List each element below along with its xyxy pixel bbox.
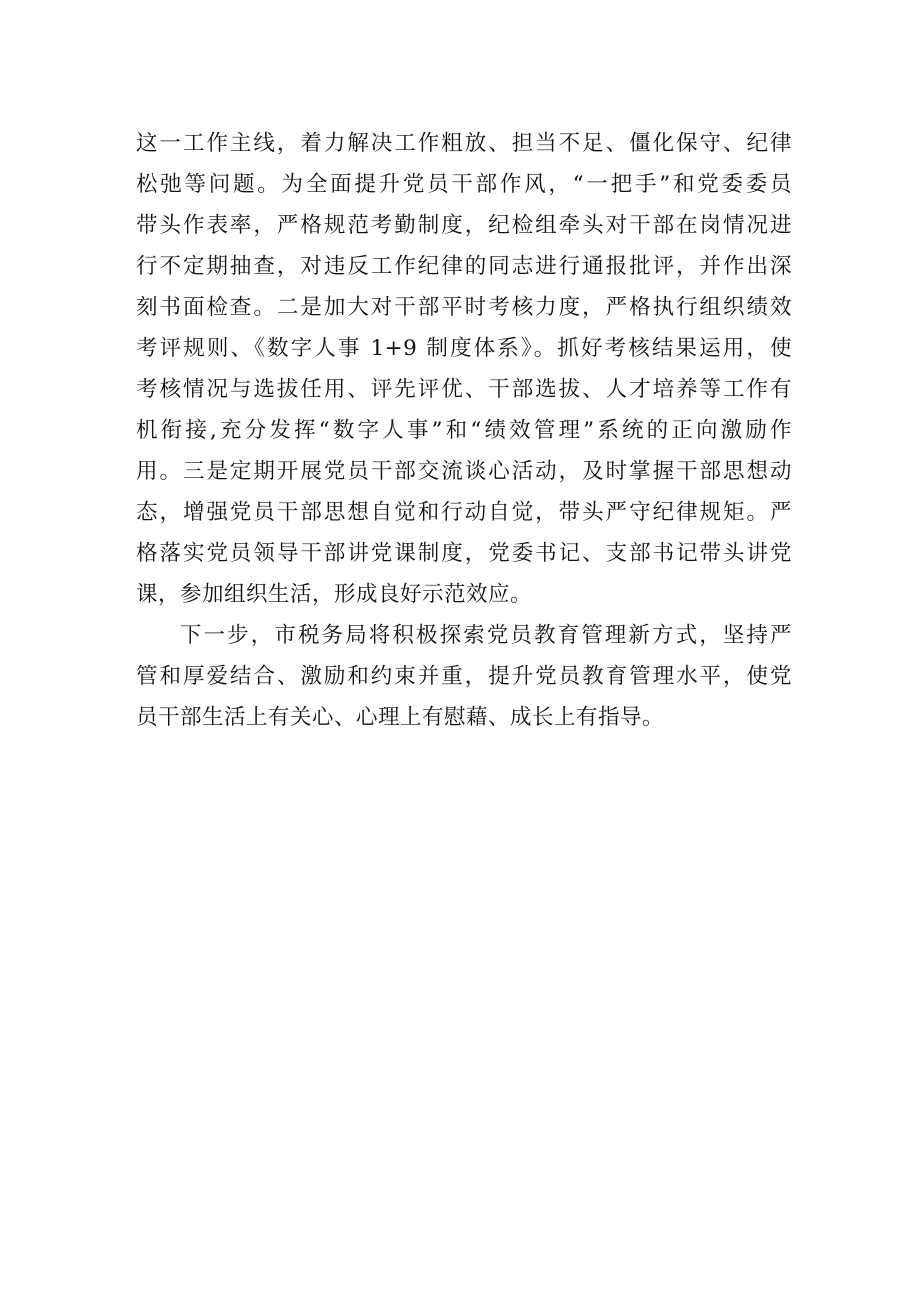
text-line: 格落实党员领导干部讲党课制度，党委书记、支部书记带头讲党 (136, 541, 792, 566)
text-line: 带头作表率，严格规范考勤制度，纪检组牵头对干部在岗情况进 (136, 213, 792, 238)
text-line: 行不定期抽查，对违反工作纪律的同志进行通报批评，并作出深 (136, 254, 792, 279)
text-line: 课，参加组织生活，形成良好示范效应。 (136, 582, 533, 607)
text-line: 用。三是定期开展党员干部交流谈心活动，及时掌握干部思想动 (136, 459, 792, 484)
text-line: 考核情况与选拔任用、评先评优、干部选拔、人才培养等工作有 (136, 377, 792, 402)
text-line: 刻书面检查。二是加大对干部平时考核力度，严格执行组织绩效 (136, 295, 792, 320)
paragraph-1 (136, 123, 792, 615)
text-line: 管和厚爱结合、激励和约束并重，提升党员教育管理水平，使党 (136, 664, 792, 689)
text-line: 员干部生活上有关心、心理上有慰藉、成长上有指导。 (136, 705, 665, 730)
text-line: 这一工作主线，着力解决工作粗放、担当不足、僵化保守、纪律 (136, 131, 792, 156)
text-line: 下一步，市税务局将积极探索党员教育管理新方式，坚持严 (180, 623, 792, 648)
text-line: 机衔接,充分发挥“数字人事”和“绩效管理”系统的正向激励作 (136, 418, 792, 443)
text-line: 考评规则、《数字人事 1+9 制度体系》。抓好考核结果运用，使 (136, 336, 792, 361)
paragraph-2 (136, 615, 792, 738)
document-body (136, 123, 792, 738)
text-line: 松弛等问题。为全面提升党员干部作风，“一把手”和党委委员 (136, 172, 792, 197)
text-line: 态，增强党员干部思想自觉和行动自觉，带头严守纪律规矩。严 (136, 500, 792, 525)
